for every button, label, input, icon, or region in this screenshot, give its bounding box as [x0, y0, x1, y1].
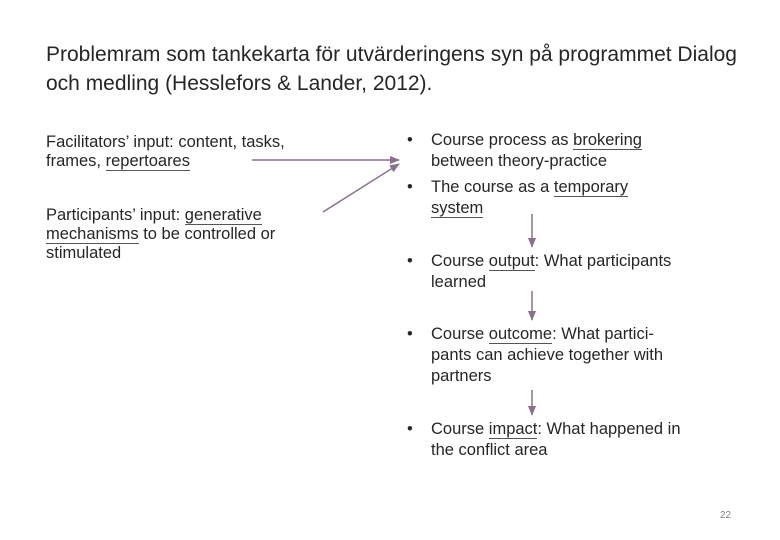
- process-prefix: Course process as: [431, 131, 574, 149]
- output-prefix: Course: [431, 252, 489, 270]
- outcome-line2: pants can achieve together with: [431, 346, 664, 364]
- output-suffix: : What participants: [534, 252, 672, 270]
- bullet-glyph: •: [407, 131, 413, 149]
- term-generative: generative: [184, 206, 262, 224]
- impact-suffix: : What happened in: [537, 420, 681, 438]
- bullet-glyph: •: [407, 325, 413, 343]
- bullet-glyph: •: [407, 178, 413, 196]
- process-line2: between theory-practice: [431, 152, 608, 170]
- term-system: system: [431, 199, 484, 217]
- participants-line2-suffix: to be controlled or: [138, 225, 276, 243]
- outcome-line3: partners: [431, 367, 492, 385]
- term-impact: impact: [488, 420, 538, 438]
- bullet-glyph: •: [407, 252, 413, 270]
- slide-title: Problemram som tankekarta för utvärderingens syn på programmet Dialog och medling (Hesslefors & Lander, 2012).: [46, 43, 737, 95]
- outcome-suffix: : What partici-: [552, 325, 654, 343]
- facilitators-line1: Facilitators’ input: content, tasks,: [46, 133, 285, 151]
- term-output: output: [488, 252, 535, 270]
- term-outcome: outcome: [488, 325, 553, 343]
- facilitators-line2-prefix: frames,: [46, 152, 106, 170]
- term-temporary: temporary: [553, 178, 629, 196]
- bullet-glyph: •: [407, 420, 413, 438]
- term-brokering: brokering: [573, 131, 642, 149]
- impact-prefix: Course: [431, 420, 489, 438]
- page-number: 22: [720, 510, 732, 521]
- participants-line1-prefix: Participants’ input:: [46, 206, 185, 224]
- term-mechanisms: mechanisms: [46, 225, 139, 243]
- term-repertoares: repertoares: [105, 152, 190, 170]
- outcome-prefix: Course: [431, 325, 489, 343]
- arrow-participants-to-process: [323, 164, 399, 212]
- output-line2: learned: [431, 273, 487, 291]
- impact-line2: the conflict area: [431, 441, 548, 459]
- participants-line3: stimulated: [46, 244, 122, 262]
- temporary-prefix: The course as a: [431, 178, 554, 196]
